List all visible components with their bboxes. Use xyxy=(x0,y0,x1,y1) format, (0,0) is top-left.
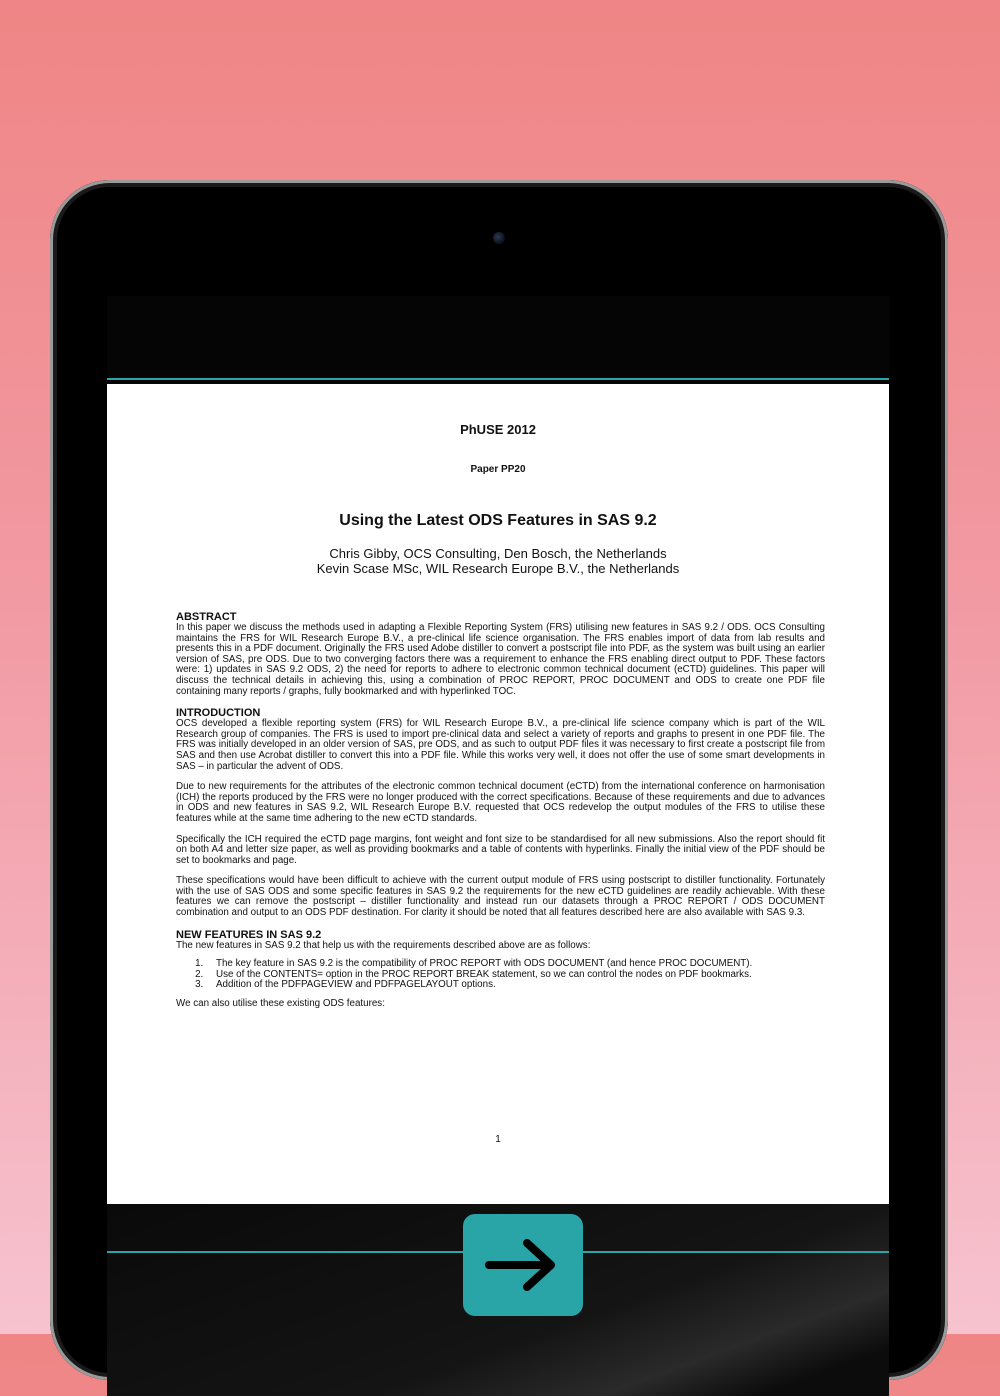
section-heading: ABSTRACT xyxy=(176,611,237,623)
paper-title: Using the Latest ODS Features in SAS 9.2 xyxy=(339,512,657,529)
author-line: Kevin Scase MSc, WIL Research Europe B.V., the Netherlands xyxy=(316,561,680,576)
paragraph: Specifically the ICH required the eCTD page margins, font weight and font size to be standardised for all new submissions. Also the report should fit on both A4 and letter size paper, as well as providing bookmarks and a table of contents with hyperlinks. Finally the initial view of the PDF should be set to bookmarks and page. xyxy=(176,833,825,866)
arrow-right-icon xyxy=(483,1235,563,1295)
camera-icon xyxy=(493,232,505,244)
tablet-frame xyxy=(50,180,948,1380)
paragraph: Due to new requirements for the attributes of the electronic common technical document (eCTD) from the international conference on harmonisation (ICH) the reports produced by the FRS were no longer produced with the correct specifications. Because of these requirements and due to advances in ODS and new features in SAS 9.2, WIL Research Europe B.V. requested that OCS redevelop the output modules of the FRS to utilise these features while at the same time adhering to the new eCTD standards. xyxy=(176,781,825,824)
page-number: 1 xyxy=(495,1134,501,1145)
paper-body xyxy=(176,611,825,1020)
document-page[interactable] xyxy=(107,384,889,1204)
paragraph: The new features in SAS 9.2 that help us with the requirements described above are as follows: xyxy=(176,939,591,951)
paragraph: These specifications would have been difficult to achieve with the current output module of FRS using postscript to distiller functionality. Fortunately with the use of SAS ODS and some specific features in SAS 9.2 the requirements for the new eCTD guidelines are readily achievable. With these features we can remove the postscript – distiller functionality and instead run our datasets through a PROC REPORT / ODS DOCUMENT combination and output to an ODS PDF destination. For clarity it should be noted that all features described here are also available with SAS 9.3. xyxy=(176,875,825,919)
paragraph: In this paper we discuss the methods used in adapting a Flexible Reporting System (FRS) utilising new features in SAS 9.2 / ODS. OCS Consulting maintains the FRS for WIL Research Europe B.V., a pre-clinical life science organisation. The FRS enables import of data from lab results and presents this in a PDF document. Originally the FRS used Adobe distiller to convert a postscript file into PDF, as the system was built using an earlier version of SAS, pre ODS. Due to two converging factors there was a requirement to enhance the FRS enabling direct output to PDF. These factors were: 1) updates in SAS 9.2 ODS, 2) the need for reports to adhere to electronic common technical document (eCTD) guidelines. This paper will discuss the technical details in achieving this, using a combination of PROC REPORT, PROC DOCUMENT and ODS to create one PDF file containing many reports / graphs, fully bookmarked and with hyperlinked TOC. xyxy=(176,622,825,697)
top-divider xyxy=(107,378,889,380)
paper-id: Paper PP20 xyxy=(470,464,526,475)
section-heading: INTRODUCTION xyxy=(176,707,261,720)
author-line: Chris Gibby, OCS Consulting, Den Bosch, the Netherlands xyxy=(329,546,667,561)
section-heading: NEW FEATURES IN SAS 9.2 xyxy=(176,928,322,941)
next-page-button[interactable] xyxy=(463,1214,583,1316)
screen xyxy=(107,296,889,1396)
paragraph: OCS developed a flexible reporting system (FRS) for WIL Research Europe B.V., a pre-clinical life science company which is part of the WIL Research group of companies. The FRS is used to import pre-clinical data and select a variety of reports and graphs to present in one PDF file. The FRS was initially developed in an older version of SAS, pre ODS, and as such to output PDF files it was necessary to first create a postscript file from SAS and then use Acrobat distiller to convert this into a PDF file. While this works very well, it does not offer the use of some smart developments in SAS – in particular the advent of ODS. xyxy=(176,718,825,772)
list-item: 3. Addition of the PDFPAGEVIEW and PDFPAGELAYOUT options. xyxy=(206,980,825,991)
conference-name: PhUSE 2012 xyxy=(460,422,536,437)
paragraph: We can also utilise these existing ODS features: xyxy=(176,998,385,1010)
list-item: 2. Use of the CONTENTS= option in the PROC REPORT BREAK statement, so we can control the nodes on PDF bookmarks. xyxy=(206,970,825,981)
list-item: 1. The key feature in SAS 9.2 is the compatibility of PROC REPORT with ODS DOCUMENT (and hence PROC DOCUMENT). xyxy=(206,959,825,970)
feature-list xyxy=(176,959,825,991)
